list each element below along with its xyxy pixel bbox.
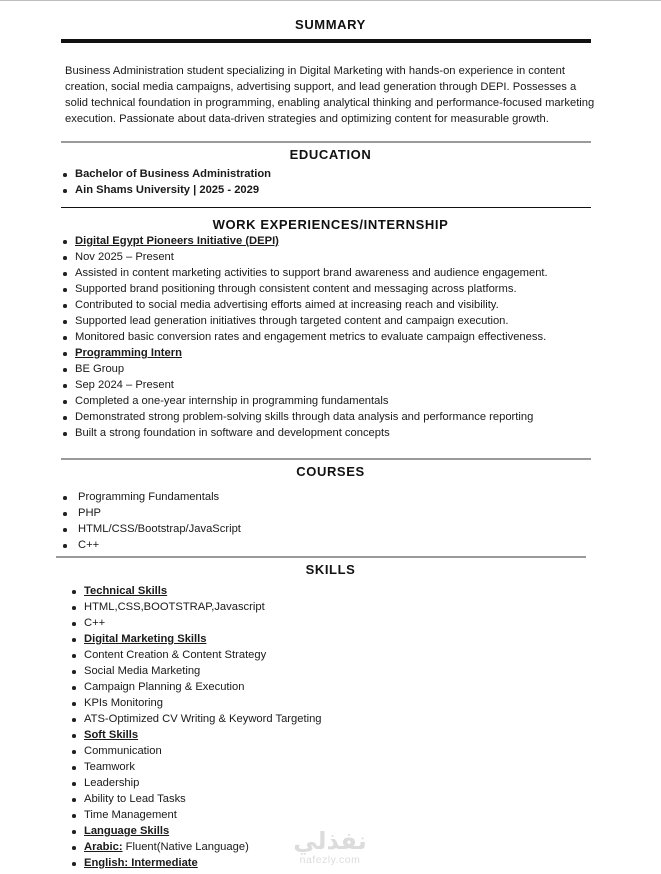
summary-heading-rule bbox=[61, 39, 591, 43]
work-item: Monitored basic conversion rates and engagement metrics to evaluate campaign effectiveness. bbox=[61, 329, 548, 345]
skill-item: Teamwork bbox=[72, 759, 322, 775]
course-item: HTML/CSS/Bootstrap/JavaScript bbox=[61, 521, 241, 537]
education-university: Ain Shams University | 2025 - 2029 bbox=[61, 182, 271, 198]
skill-item: Time Management bbox=[72, 807, 322, 823]
summary-heading: SUMMARY bbox=[295, 17, 366, 32]
skills-category-soft: Soft Skills bbox=[72, 727, 322, 743]
education-list bbox=[61, 166, 271, 198]
education-heading: EDUCATION bbox=[289, 147, 372, 162]
skills-list bbox=[72, 583, 322, 871]
skill-item: ATS-Optimized CV Writing & Keyword Targeting bbox=[72, 711, 322, 727]
skills-category-digital-marketing: Digital Marketing Skills bbox=[72, 631, 322, 647]
skill-item: Social Media Marketing bbox=[72, 663, 322, 679]
work-heading: WORK EXPERIENCES/INTERNSHIP bbox=[212, 217, 449, 232]
arabic-level: Fluent(Native Language) bbox=[122, 841, 249, 853]
courses-divider bbox=[56, 556, 586, 558]
education-degree: Bachelor of Business Administration bbox=[61, 166, 271, 182]
arabic-label: Arabic: bbox=[84, 841, 123, 853]
work-item: Demonstrated strong problem-solving skills through data analysis and performance reporting bbox=[61, 409, 548, 425]
summary-text: Business Administration student specializing in Digital Marketing with hands-on experience in content creation, social media campaigns, advertising support, and lead generation through DEPI. Possesses a solid technical foundation in programming, enabling analytical thinking and performance-focused marketing execution. Passionate about data-driven strategies and optimizing content for measurable growth. bbox=[65, 65, 595, 125]
education-divider bbox=[61, 207, 591, 208]
course-item: C++ bbox=[61, 537, 241, 553]
course-item: PHP bbox=[61, 505, 241, 521]
skill-item: Communication bbox=[72, 743, 322, 759]
skills-heading: SKILLS bbox=[305, 562, 356, 577]
watermark-arabic: نفذلي bbox=[293, 827, 367, 855]
work-employer-depi: Digital Egypt Pioneers Initiative (DEPI) bbox=[61, 233, 548, 249]
work-divider bbox=[61, 458, 591, 460]
courses-heading: COURSES bbox=[296, 464, 365, 479]
skill-item: KPIs Monitoring bbox=[72, 695, 322, 711]
work-item: Contributed to social media advertising efforts aimed at increasing reach and visibility. bbox=[61, 297, 548, 313]
skill-language-english: English: Intermediate bbox=[72, 855, 322, 871]
work-item: BE Group bbox=[61, 361, 548, 377]
summary-divider bbox=[61, 141, 591, 143]
skill-item: C++ bbox=[72, 615, 322, 631]
work-item: Supported lead generation initiatives through targeted content and campaign execution. bbox=[61, 313, 548, 329]
course-item: Programming Fundamentals bbox=[61, 489, 241, 505]
skill-language-arabic bbox=[72, 839, 322, 855]
skills-category-language: Language Skills bbox=[72, 823, 322, 839]
work-item: Nov 2025 – Present bbox=[61, 249, 548, 265]
courses-list bbox=[61, 489, 241, 553]
skill-item: Campaign Planning & Execution bbox=[72, 679, 322, 695]
nafezly-watermark-logo bbox=[290, 828, 370, 866]
work-item: Built a strong foundation in software and development concepts bbox=[61, 425, 548, 441]
work-item: Sep 2024 – Present bbox=[61, 377, 548, 393]
work-item: Assisted in content marketing activities to support brand awareness and audience engagement. bbox=[61, 265, 548, 281]
skill-item: Ability to Lead Tasks bbox=[72, 791, 322, 807]
work-item: Supported brand positioning through consistent content and messaging across platforms. bbox=[61, 281, 548, 297]
work-list bbox=[61, 233, 548, 441]
page-top-border bbox=[0, 0, 661, 1]
skills-category-technical: Technical Skills bbox=[72, 583, 322, 599]
skill-item: HTML,CSS,BOOTSTRAP,Javascript bbox=[72, 599, 322, 615]
work-role-programming-intern: Programming Intern bbox=[61, 345, 548, 361]
skill-item: Content Creation & Content Strategy bbox=[72, 647, 322, 663]
skill-item: Leadership bbox=[72, 775, 322, 791]
work-item: Completed a one-year internship in programming fundamentals bbox=[61, 393, 548, 409]
watermark-latin: nafezly.com bbox=[299, 854, 361, 866]
